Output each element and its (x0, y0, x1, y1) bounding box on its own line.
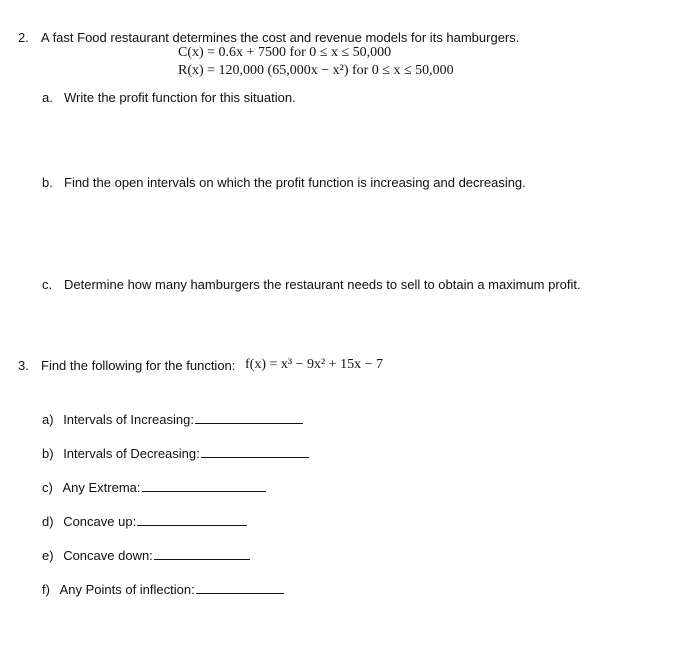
item-text: Any Points of inflection: (59, 582, 195, 597)
answer-blank[interactable] (201, 445, 309, 458)
item-text: Concave down: (63, 548, 153, 563)
answer-item (42, 581, 284, 597)
part-label: c. (42, 277, 53, 292)
answer-item (42, 411, 303, 427)
item-label: d) (42, 514, 54, 529)
question-number: 3. (18, 358, 29, 373)
answer-blank[interactable] (195, 411, 303, 424)
item-text: Concave up: (63, 514, 137, 529)
part-label: b. (42, 175, 53, 190)
item-label: c) (42, 480, 53, 495)
item-label: f) (42, 582, 50, 597)
item-label: e) (42, 548, 54, 563)
item-text: Intervals of Decreasing: (63, 446, 200, 461)
part-text: Write the profit function for this situation. (64, 90, 296, 105)
answer-item (42, 445, 309, 461)
answer-blank[interactable] (196, 581, 284, 594)
answer-blank[interactable] (137, 513, 247, 526)
part-label: a. (42, 90, 53, 105)
cost-model-equation: C(x) = 0.6x + 7500 for 0 ≤ x ≤ 50,000 (178, 45, 392, 60)
item-label: a) (42, 412, 54, 427)
item-text: Intervals of Increasing: (63, 412, 194, 427)
answer-item (42, 547, 250, 563)
question-prompt: Find the following for the function: (41, 358, 236, 373)
part-text: Find the open intervals on which the profit function is increasing and decreasing. (64, 175, 526, 190)
item-text: Any Extrema: (62, 480, 141, 495)
part-text: Determine how many hamburgers the restaurant needs to sell to obtain a maximum profit. (64, 277, 581, 292)
question-prompt: A fast Food restaurant determines the cost and revenue models for its hamburgers. (41, 30, 520, 45)
answer-blank[interactable] (154, 547, 250, 560)
answer-item (42, 513, 247, 529)
revenue-model-equation: R(x) = 120,000 (65,000x − x²) for 0 ≤ x ≤ 50,000 (178, 63, 454, 78)
item-label: b) (42, 446, 54, 461)
question-number: 2. (18, 30, 29, 45)
answer-blank[interactable] (142, 479, 266, 492)
answer-item (42, 479, 266, 495)
function-equation: f(x) = x³ − 9x² + 15x − 7 (245, 357, 383, 372)
